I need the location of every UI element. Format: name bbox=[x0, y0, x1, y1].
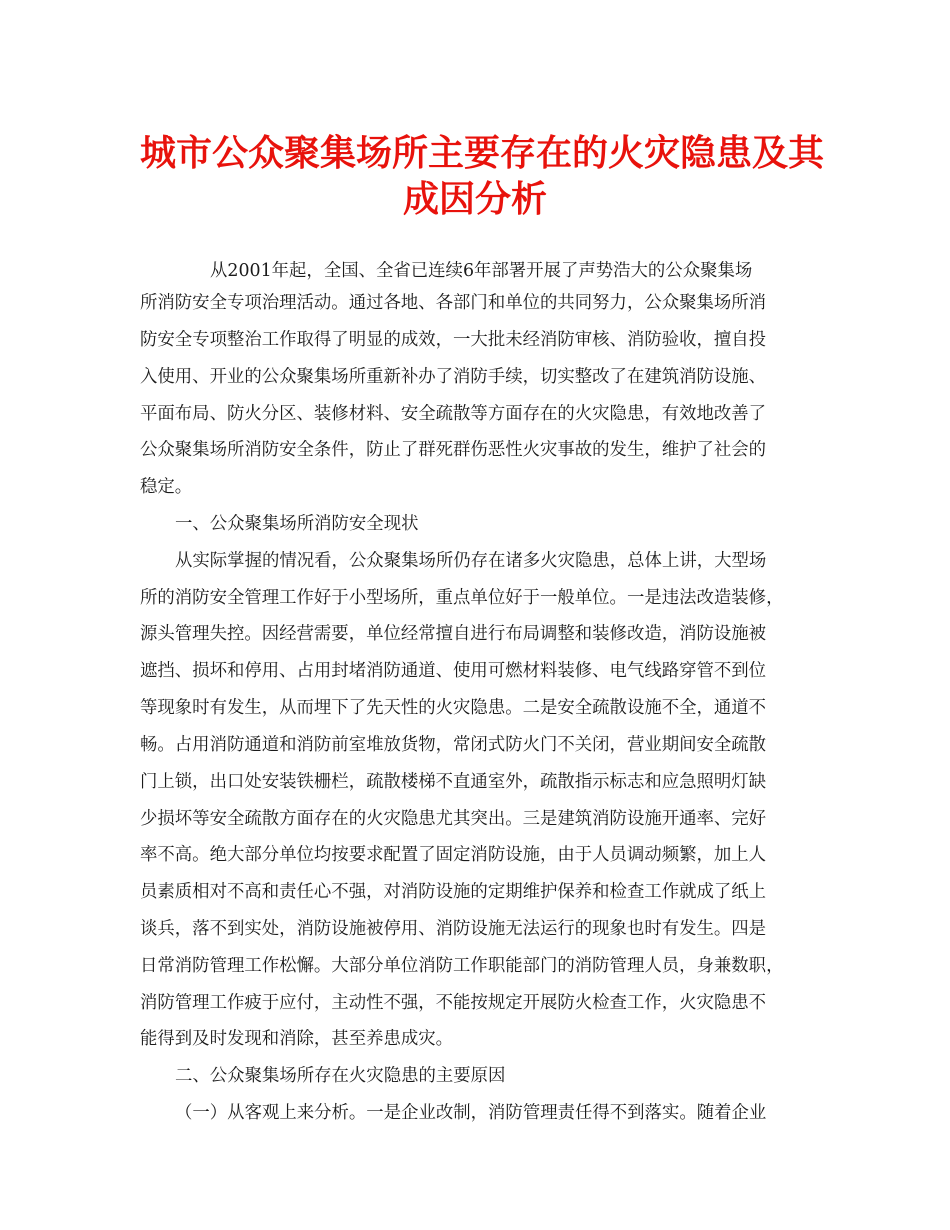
text-line: （一）从客观上来分析。一是企业改制，消防管理责任得不到落实。随着企业 bbox=[175, 1103, 767, 1123]
text-line: 稳定。 bbox=[140, 477, 193, 497]
text-line: 少损坏等安全疏散方面存在的火灾隐患尤其突出。三是建筑消防设施开通率、完好 bbox=[140, 809, 767, 829]
text-line: 防安全专项整治工作取得了明显的成效，一大批未经消防审核、消防验收，擅自投 bbox=[140, 330, 767, 350]
text-line: 入使用、开业的公众聚集场所重新补办了消防手续，切实整改了在建筑消防设施、 bbox=[140, 367, 767, 387]
text-line: 门上锁，出口处安装铁栅栏，疏散楼梯不直通室外，疏散指示标志和应急照明灯缺 bbox=[140, 772, 767, 792]
text-line: 公众聚集场所消防安全条件，防止了群死群伤恶性火灾事故的发生，维护了社会的 bbox=[140, 440, 767, 460]
text-line: 遮挡、损坏和停用、占用封堵消防通道、使用可燃材料装修、电气线路穿管不到位 bbox=[140, 661, 767, 681]
text-line: 从2001年起，全国、全省已连续6年部署开展了声势浩大的公众聚集场 bbox=[210, 261, 753, 281]
text-line: 等现象时有发生，从而埋下了先天性的火灾隐患。二是安全疏散设施不全，通道不 bbox=[140, 698, 767, 718]
section-heading: 二、公众聚集场所存在火灾隐患的主要原因 bbox=[175, 1066, 506, 1086]
text-line: 源头管理失控。因经营需要，单位经常擅自进行布局调整和装修改造，消防设施被 bbox=[140, 624, 767, 644]
text-line: 能得到及时发现和消除，甚至养患成灾。 bbox=[140, 1029, 454, 1049]
section-heading: 一、公众聚集场所消防安全现状 bbox=[175, 514, 419, 534]
text-line: 日常消防管理工作松懈。大部分单位消防工作职能部门的消防管理人员，身兼数职， bbox=[140, 956, 784, 976]
text-line: 平面布局、防火分区、装修材料、安全疏散等方面存在的火灾隐患，有效地改善了 bbox=[140, 404, 767, 424]
text-line: 消防管理工作疲于应付，主动性不强，不能按规定开展防火检查工作，火灾隐患不 bbox=[140, 993, 767, 1013]
document-title-line-2: 成因分析 bbox=[402, 178, 547, 220]
text-line: 谈兵，落不到实处，消防设施被停用、消防设施无法运行的现象也时有发生。四是 bbox=[140, 919, 767, 939]
document-title-line-1: 城市公众聚集场所主要存在的火灾隐患及其 bbox=[140, 132, 825, 174]
text-line: 从实际掌握的情况看，公众聚集场所仍存在诸多火灾隐患，总体上讲，大型场 bbox=[175, 551, 767, 571]
text-line: 员素质相对不高和责任心不强，对消防设施的定期维护保养和检查工作就成了纸上 bbox=[140, 882, 767, 902]
text-line: 率不高。绝大部分单位均按要求配置了固定消防设施，由于人员调动频繁，加上人 bbox=[140, 845, 767, 865]
text-line: 畅。占用消防通道和消防前室堆放货物，常闭式防火门不关闭，营业期间安全疏散 bbox=[140, 735, 767, 755]
text-line: 所消防安全专项治理活动。通过各地、各部门和单位的共同努力，公众聚集场所消 bbox=[140, 293, 767, 313]
text-line: 所的消防安全管理工作好于小型场所，重点单位好于一般单位。一是违法改造装修， bbox=[140, 588, 784, 608]
